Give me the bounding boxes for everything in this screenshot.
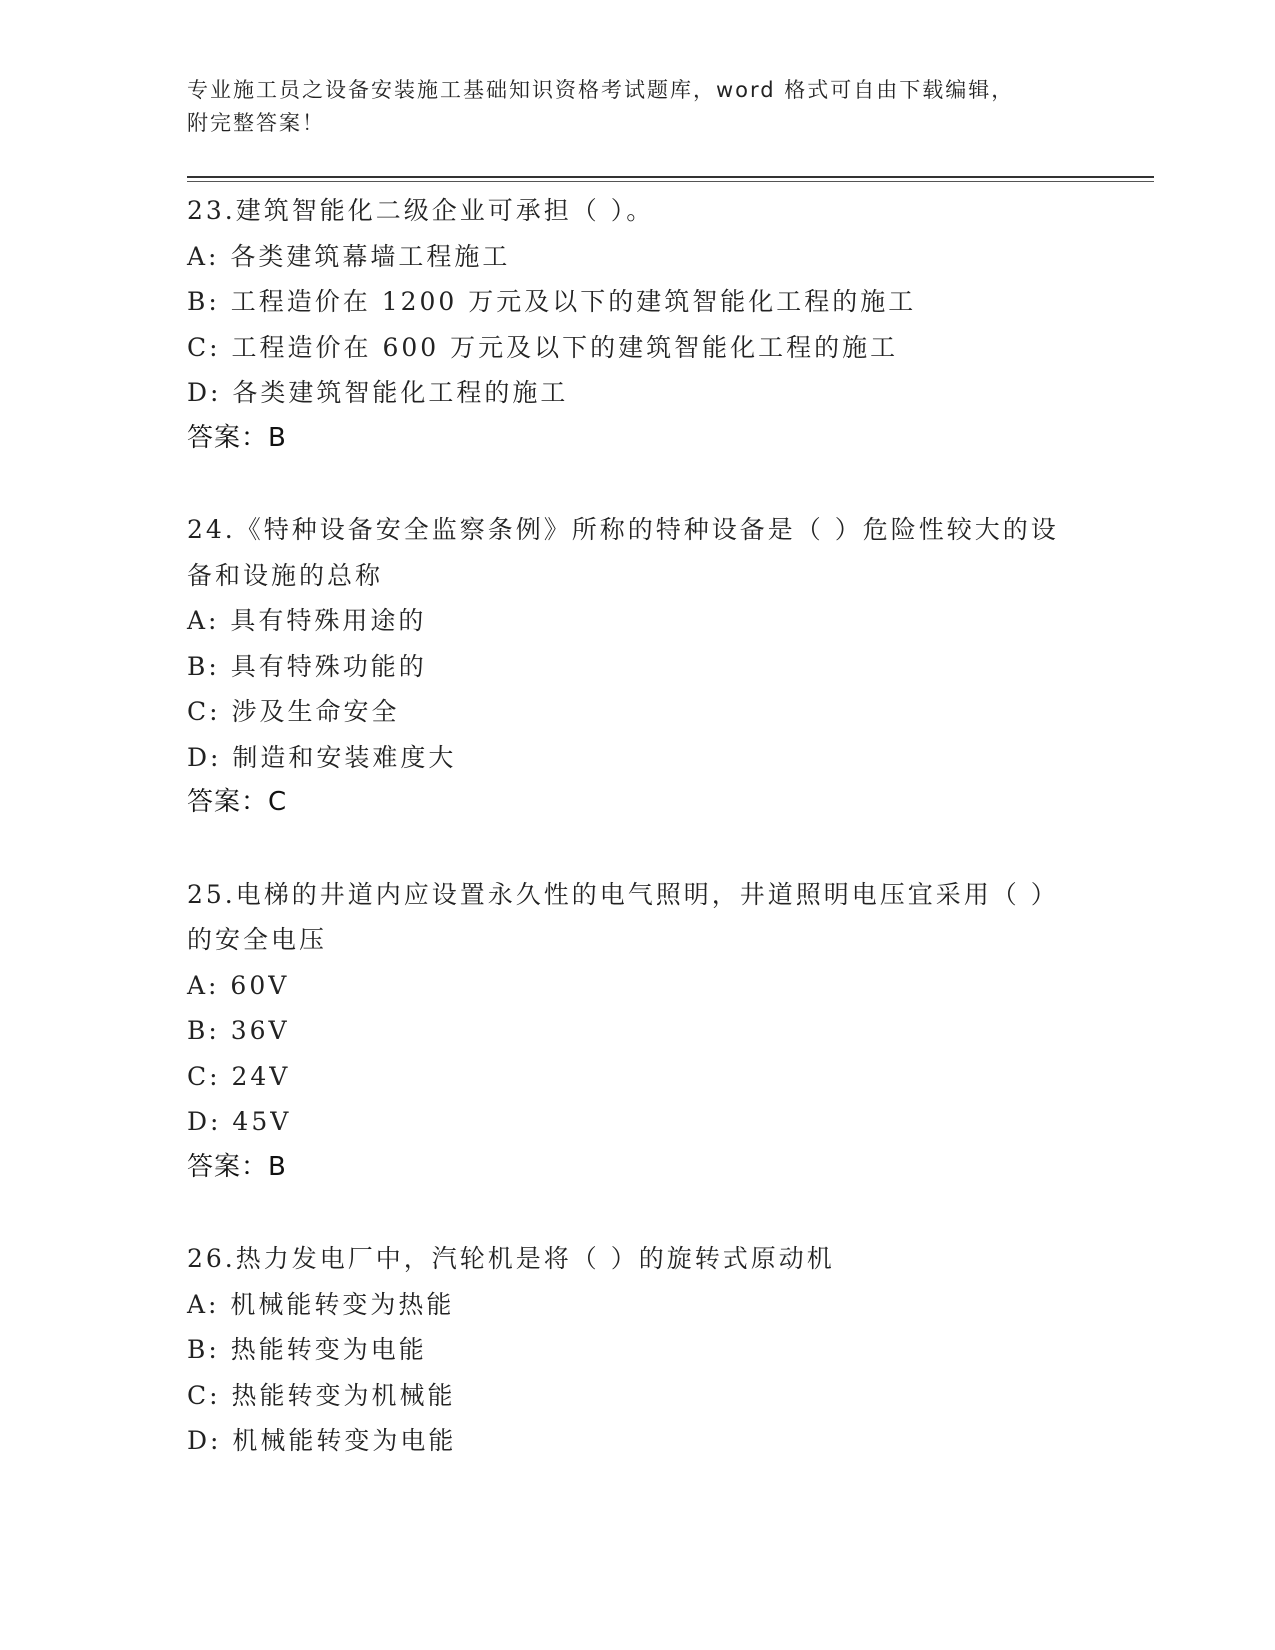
question-stem: 26.热力发电厂中，汽轮机是将（ ）的旋转式原动机 [187, 1244, 835, 1273]
header-line-2: 附完整答案！ [187, 111, 325, 135]
header-line-1: 专业施工员之设备安装施工基础知识资格考试题库，word 格式可自由下载编辑， [187, 78, 1015, 102]
question-stem: 25.电梯的井道内应设置永久性的电气照明，井道照明电压宜采用（ ）的安全电压 [187, 879, 1059, 954]
question-26 [187, 1236, 1087, 1464]
option-b: B: 工程造价在 1200 万元及以下的建筑智能化工程的施工 [187, 287, 917, 316]
option-c: C: 工程造价在 600 万元及以下的建筑智能化工程的施工 [187, 332, 899, 362]
page-header [187, 74, 1087, 140]
answer: 答案：B [187, 1151, 287, 1182]
option-a: A: 机械能转变为热能 [187, 1289, 455, 1319]
option-d: D: 45V [187, 1107, 292, 1136]
option-d: D: 制造和安装难度大 [187, 742, 457, 772]
option-b: B: 热能转变为电能 [187, 1335, 427, 1364]
answer: 答案：B [187, 422, 287, 453]
option-a: A: 具有特殊用途的 [187, 606, 427, 635]
header-divider-thin [187, 181, 1154, 182]
question-25 [187, 872, 1087, 1191]
option-b: B: 具有特殊功能的 [187, 651, 427, 681]
question-list [187, 188, 1087, 1464]
question-stem: 23.建筑智能化二级企业可承担（ ）。 [187, 196, 655, 225]
question-23 [187, 188, 1087, 461]
option-d: D: 各类建筑智能化工程的施工 [187, 378, 569, 407]
header-divider-thick [187, 176, 1154, 178]
option-b: B: 36V [187, 1016, 290, 1045]
option-a: A: 各类建筑幕墙工程施工 [187, 241, 511, 271]
question-stem: 24.《特种设备安全监察条例》所称的特种设备是（ ）危险性较大的设备和设施的总称 [187, 515, 1059, 590]
question-24 [187, 507, 1087, 826]
option-c: C: 热能转变为机械能 [187, 1380, 456, 1410]
option-d: D: 机械能转变为电能 [187, 1426, 457, 1455]
option-a: A: 60V [187, 970, 290, 1000]
option-c: C: 涉及生命安全 [187, 697, 400, 726]
option-c: C: 24V [187, 1061, 291, 1091]
answer: 答案：C [187, 787, 288, 817]
